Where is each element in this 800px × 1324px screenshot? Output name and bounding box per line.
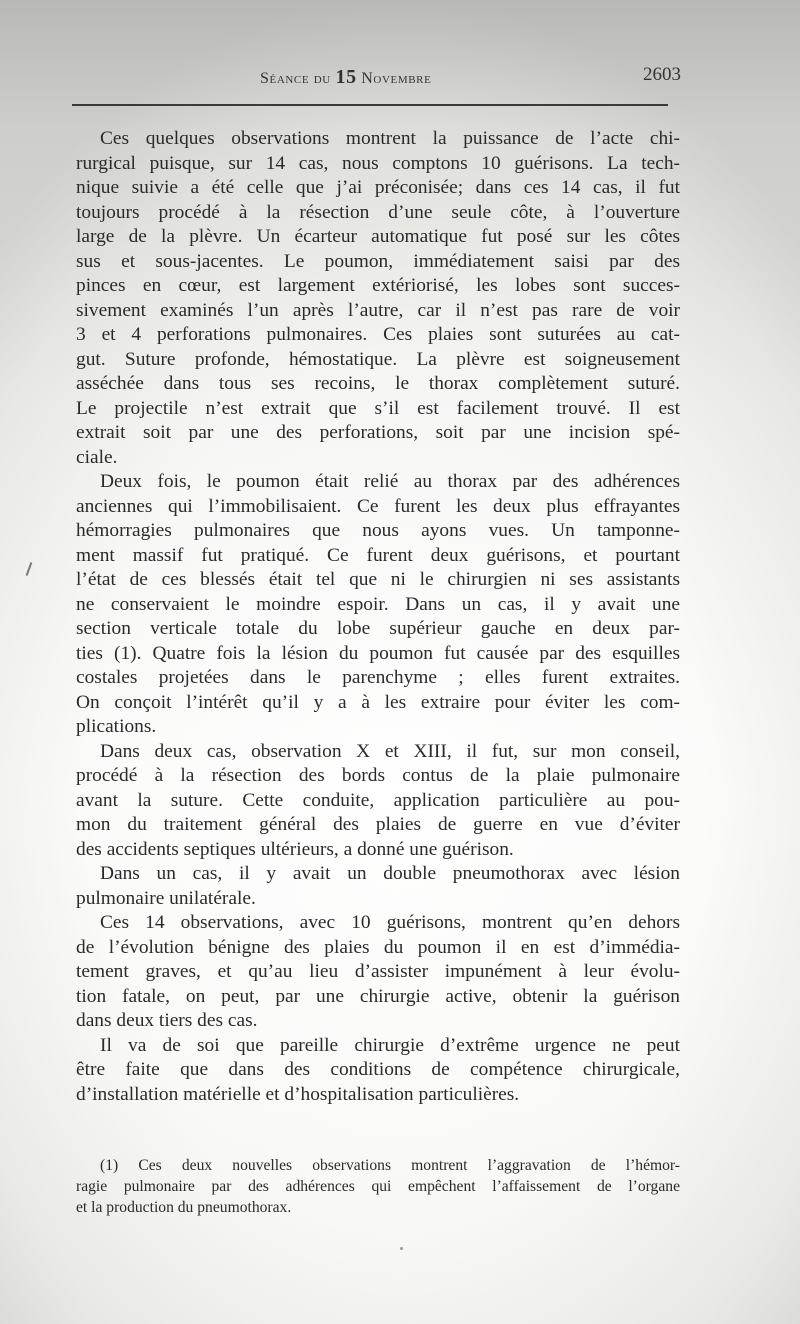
text-line: de l’évolution bénigne des plaies du poumon il en est d’immédia- [76, 936, 680, 958]
text-line: section verticale totale du lobe supérieur gauche en deux par- [76, 618, 680, 639]
footnote-line: ragie pulmonaire par des adhérences qui empêchent l’affaissement de l’organe [76, 1178, 680, 1195]
text-line: Ces quelques observations montrent la puissance de l’acte chi- [100, 128, 680, 149]
header-rule [72, 104, 668, 106]
running-head-date: 15 [335, 66, 357, 88]
text-line: Dans un cas, il y avait un double pneumothorax avec lésion [100, 863, 680, 884]
text-line: Dans deux cas, observation X et XIII, il fut, sur mon conseil, [100, 740, 680, 762]
text-line: Ces 14 observations, avec 10 guérisons, montrent qu’en dehors [100, 912, 680, 933]
text-line: Le projectile n’est extrait que s’il est facilement trouvé. Il est [76, 397, 680, 419]
text-line: On conçoit l’intérêt qu’il y a à les extraire pour éviter les com- [76, 691, 680, 713]
text-line: 3 et 4 perforations pulmonaires. Ces plaies sont suturées au cat- [76, 324, 680, 345]
text-line: sus et sous-jacentes. Le poumon, immédiatement saisi par des [76, 250, 680, 272]
body-text [76, 127, 680, 1107]
text-line: asséchée dans tous ses recoins, le thorax complètement suturé. [76, 373, 680, 394]
text-line: extrait soit par une des perforations, soit par une incision spé- [76, 422, 680, 443]
text-line: ties (1). Quatre fois la lésion du poumon fut causée par des esquilles [76, 642, 680, 664]
text-line: tement graves, et qu’au lieu d’assister impunément à leur évolu- [76, 961, 680, 982]
text-line: ment massif fut pratiqué. Ce furent deux guérisons, et pourtant [76, 544, 680, 566]
text-line: Il va de soi que pareille chirurgie d’extrême urgence ne peut [100, 1034, 680, 1056]
text-line: large de la plèvre. Un écarteur automatique fut posé sur les côtes [76, 226, 680, 247]
text-line: Deux fois, le poumon était relié au thorax par des adhérences [100, 471, 680, 492]
footnote [76, 1155, 680, 1218]
text-line: sivement examinés l’un après l’autre, car il n’est pas rare de voir [76, 299, 680, 321]
text-line: l’état de ces blessés était tel que ni le chirurgien ni ses assistants [76, 569, 680, 590]
text-line: être faite que dans des conditions de compétence chirurgicale, [76, 1059, 680, 1080]
text-line: rurgical puisque, sur 14 cas, nous comptons 10 guérisons. La tech- [76, 152, 680, 174]
page-header [75, 62, 681, 88]
text-line: nique suivie a été celle que j’ai préconisée; dans ces 14 cas, il fut [76, 177, 680, 198]
text-line: mon du traitement général des plaies de guerre en vue d’éviter [76, 814, 680, 835]
running-head [260, 66, 431, 89]
page-number: 2603 [643, 64, 681, 85]
paper-speck [400, 1247, 403, 1250]
text-line: anciennes qui l’immobilisaient. Ce furent les deux plus effrayantes [76, 495, 680, 517]
text-line: ciale. [76, 446, 118, 468]
text-line: tion fatale, on peut, par une chirurgie active, obtenir la guérison [76, 985, 680, 1007]
text-line: hémorragies pulmonaires que nous ayons vues. Un tamponne- [76, 520, 680, 541]
footnote-line: (1) Ces deux nouvelles observations montrent l’aggravation de l’hémor- [100, 1157, 680, 1174]
text-line: plications. [76, 716, 157, 737]
text-line: des accidents septiques ultérieurs, a donné une guérison. [76, 838, 514, 860]
running-head-month: Novembre [361, 70, 432, 87]
text-line: dans deux tiers des cas. [76, 1010, 258, 1031]
text-line: toujours procédé à la résection d’une seule côte, à l’ouverture [76, 201, 680, 223]
text-line: avant la suture. Cette conduite, application particulière au pou- [76, 789, 680, 811]
text-line: costales projetées dans le parenchyme ; elles furent extraites. [76, 667, 680, 688]
text-line: ne conservaient le moindre espoir. Dans un cas, il y avait une [76, 593, 680, 615]
text-line: procédé à la résection des bords contus de la plaie pulmonaire [76, 765, 680, 786]
text-line: pinces en cœur, est largement extériorisé, les lobes sont succes- [76, 275, 680, 296]
text-line: d’installation matérielle et d’hospitalisation particulières. [76, 1083, 520, 1105]
footnote-line: et la production du pneumothorax. [76, 1199, 292, 1216]
text-line: gut. Suture profonde, hémostatique. La plèvre est soigneusement [76, 348, 680, 370]
running-head-pre: Séance du [260, 70, 331, 87]
text-line: pulmonaire unilatérale. [76, 887, 256, 909]
